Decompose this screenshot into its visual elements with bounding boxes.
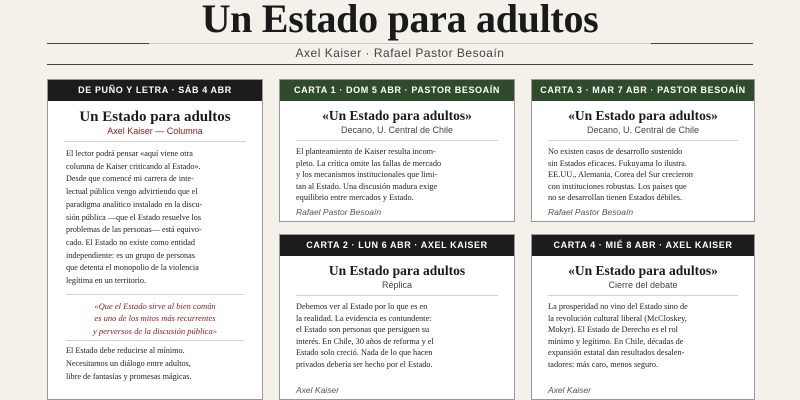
- body-line: mínimo y legítimo. En Chile, décadas de: [548, 336, 684, 346]
- letter-signature: Rafael Pastor Besoaín: [296, 207, 382, 217]
- letter-card-2: [279, 234, 515, 400]
- body-line: paradigma analítico instalado en la discu-: [66, 199, 203, 209]
- pull-quote: [66, 294, 244, 342]
- main-column-body: [48, 142, 262, 288]
- body-line: el Estado son personas que persiguen su: [296, 325, 430, 334]
- pull-quote-line: «Que el Estado sirve al bien común: [94, 300, 216, 311]
- body-line: no se desarrollan tienen Estados débiles.: [548, 193, 683, 202]
- body-line: El lector podrá pensar «aquí viene otra: [66, 149, 193, 158]
- body-line: pleto. La crítica omite las fallas de mercado: [296, 158, 442, 168]
- title-rule-right: [651, 43, 753, 44]
- body-line: y los mecanismos institucionales que limi-: [296, 170, 438, 179]
- letter-body: [532, 141, 754, 204]
- body-line: problemas de las personas— está equivo-: [66, 225, 202, 235]
- body-line: la revolución cultural liberal (McCloskey,: [548, 313, 687, 323]
- main-column-kicker: DE PUÑO Y LETRA · SÁB 4 ABR: [48, 80, 262, 101]
- letter-card-1: [279, 79, 515, 222]
- main-column-closing: [48, 341, 262, 383]
- letter-subtitle: Réplica: [381, 280, 412, 290]
- letter-title: Un Estado para adultos: [328, 263, 466, 278]
- body-line: expansión estatal dan resultados desalen-: [548, 348, 685, 357]
- letter-kicker: CARTA 4 · MIÉ 8 ABR · AXEL KAISER: [532, 235, 754, 256]
- letter-title: «Un Estado para adultos»: [568, 108, 718, 123]
- body-line: Necesitamos un diálogo entre adultos,: [66, 358, 191, 368]
- main-column-title: Un Estado para adultos: [79, 109, 231, 125]
- body-line: con instituciones robustas. Los países que: [548, 181, 687, 191]
- body-line: legítima en un territorio.: [66, 276, 147, 286]
- letter-signature: Axel Kaiser: [296, 385, 339, 395]
- letter-subtitle: Decano, U. Central de Chile: [340, 125, 454, 135]
- body-line: Desde que comencé mi carrera de inte-: [66, 174, 194, 184]
- letter-subtitle: Cierre del debate: [608, 280, 678, 290]
- byline: Axel Kaiser · Rafael Pastor Besoaín: [295, 46, 505, 60]
- title-rule-left: [47, 43, 149, 44]
- letter-title: «Un Estado para adultos»: [568, 263, 718, 278]
- letter-kicker: CARTA 3 · MAR 7 ABR · PASTOR BESOAÍN: [532, 80, 754, 101]
- body-line: El Estado debe reducirse al mínimo.: [66, 346, 185, 356]
- body-line: privados debería ser hecho por el Estado.: [296, 359, 433, 369]
- body-line: Estado solo creció. Nada de lo que hacen: [296, 348, 433, 357]
- title-rule-center: [149, 43, 651, 44]
- letter-kicker: CARTA 1 · DOM 5 ABR · PASTOR BESOAÍN: [280, 80, 514, 101]
- body-line: tan al Estado. Una discusión madura exige: [296, 181, 438, 191]
- letter-signature: Axel Kaiser: [548, 385, 591, 395]
- body-line: sin Estados eficaces. Fukuyama lo ilustra.: [548, 158, 687, 168]
- letter-body: [280, 296, 514, 370]
- body-line: interés. En Chile, 30 años de reforma y el: [296, 336, 434, 346]
- letter-body: [532, 296, 754, 370]
- body-line: la realidad. La evidencia es contundente:: [296, 313, 432, 323]
- body-line: independiente: es un grupo de personas: [66, 250, 195, 260]
- letter-signature: Rafael Pastor Besoaín: [548, 207, 634, 217]
- main-column-author: Axel Kaiser — Columna: [107, 126, 203, 136]
- body-line: lectual público vengo advirtiendo que el: [66, 187, 198, 197]
- body-line: columna de Kaiser criticando al Estado».: [66, 161, 201, 171]
- body-line: No existen casos de desarrollo sostenido: [548, 147, 683, 156]
- letter-body: [280, 141, 514, 204]
- pull-quote-line: es uno de los mitos más recurrentes: [94, 313, 216, 324]
- body-line: La prosperidad no vino del Estado sino de: [548, 302, 688, 311]
- main-column-card: [47, 79, 263, 400]
- letter-title: «Un Estado para adultos»: [322, 108, 472, 123]
- letter-kicker: CARTA 2 · LUN 6 ABR · AXEL KAISER: [280, 235, 514, 256]
- body-line: cado. El Estado no existe como entidad: [66, 237, 195, 247]
- body-line: que detenta el monopolio de la violencia: [66, 263, 199, 273]
- body-line: El planteamiento de Kaiser resulta incom-: [296, 147, 436, 156]
- letter-card-4: [531, 234, 755, 400]
- letter-card-3: [531, 79, 755, 222]
- body-line: tadores: más caro, menos seguro.: [548, 359, 659, 369]
- masthead: [0, 0, 800, 70]
- body-line: equilibrio entre mercados y Estado.: [296, 193, 414, 202]
- pull-quote-line: y perversos de la discusión pública»: [93, 325, 217, 336]
- masthead-divider: [47, 64, 753, 65]
- body-line: EE.UU., Alemania, Corea del Sur crecieron: [548, 170, 693, 179]
- body-line: Mokyr). El Estado de Derecho es el rol: [548, 325, 678, 334]
- letter-subtitle: Decano, U. Central de Chile: [586, 125, 700, 135]
- body-line: Debemos ver al Estado por lo que es en: [296, 302, 428, 311]
- body-line: sión pública —que el Estado resuelve los: [66, 212, 202, 222]
- page-title: Un Estado para adultos: [201, 0, 599, 41]
- body-line: libre de fantasías y promesas mágicas.: [66, 371, 192, 381]
